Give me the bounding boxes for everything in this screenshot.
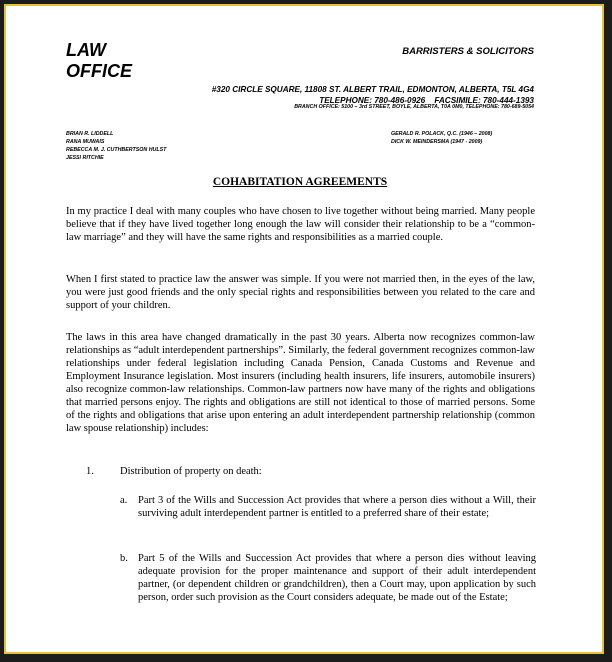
branch-office: BRANCH OFFICE: 5100 – 3rd STREET, BOYLE, ALBERTA, T0A 0M0, TELEPHONE: 780-689-5054 [294,104,534,110]
subitem-text-a: Part 3 of the Wills and Succession Act provides that where a person dies without a Will, their surviving adult interdependent partner is entitled to a preferred share of their estate; [138,495,536,519]
paragraph-1: In my practice I deal with many couples who have chosen to live together without being married. Many people believe that if they have lived together long enough the law will consider their relationship to be a “common-law marriage” and they will have the same rights and responsibilities as a married couple. [66,206,535,243]
lawyer-name: BRIAN R. LIDDELL [66,131,114,137]
subitem-text-b: Part 5 of the Wills and Succession Act provides that where a person dies without leaving adequate provision for the proper maintenance and support of their adult interdependent partner, (or dependent children or grandchildren), then a Court may, upon application by such person, order such provision as the Court considers adequate, be made out of the Estate; [138,553,536,603]
document-page [6,6,602,652]
lawyer-name: JESSI RITCHIE [66,155,104,161]
firm-telephone: TELEPHONE: 780-486-0926 FACSIMILE: 780-444-1393 [319,96,534,105]
lawyer-name: REBECCA M. J. CUTHBERTSON HULST [66,147,167,153]
firm-address: #320 CIRCLE SQUARE, 11808 ST. ALBERT TRAIL, EDMONTON, ALBERTA, T5L 4G4 [211,85,534,94]
document-frame [4,4,604,654]
lawyer-name: DICK W. MEINDERSMA (1947 - 2009) [391,139,483,145]
lawyer-name: RANA MUWAIS [66,139,105,145]
lawyer-list-left [66,130,166,162]
lawyer-list-right [391,130,492,146]
logo-line-2: OFFICE [66,61,132,81]
paragraph-3: The laws in this area have changed dramatically in the past 30 years. Alberta now recognizes common-law relationships as “adult interdependent partnerships”. Similarly, the federal government recognizes common-law relationships under federal legislation including Canada Pension, Canada Customs and Revenue and Employment Insurance legislation. Most insurers (including health insurers, life insurers, automobile insurers) also recognize common-law relationships. Common-law partners now have many of the rights and obligations that married persons enjoy. The rights and obligations are still not identical to those of married persons. Some of the rights and obligations that arise upon entering an adult interdependent partnership relationship (common law spouse relationship) includes: [66,332,535,434]
list-item-heading: Distribution of property on death: [120,466,262,477]
logo-line-1: LAW [66,40,106,60]
paragraph-2: When I first stated to practice law the answer was simple. If you were not married then, in the eyes of the law, you were just good friends and the only special rights and responsibilities between you related to the care and support of your children. [66,274,535,311]
firm-address-block [212,84,534,106]
law-office-logo [66,40,132,82]
subitem-letter-a: a. [120,495,128,506]
document-title: COHABITATION AGREEMENTS [212,176,388,188]
lawyer-name: GERALD R. POLACK, Q.C. (1946 – 2008) [391,131,493,137]
firm-type: BARRISTERS & SOLICITORS [402,46,534,57]
list-item-number: 1. [86,466,94,477]
subitem-letter-b: b. [120,553,128,564]
